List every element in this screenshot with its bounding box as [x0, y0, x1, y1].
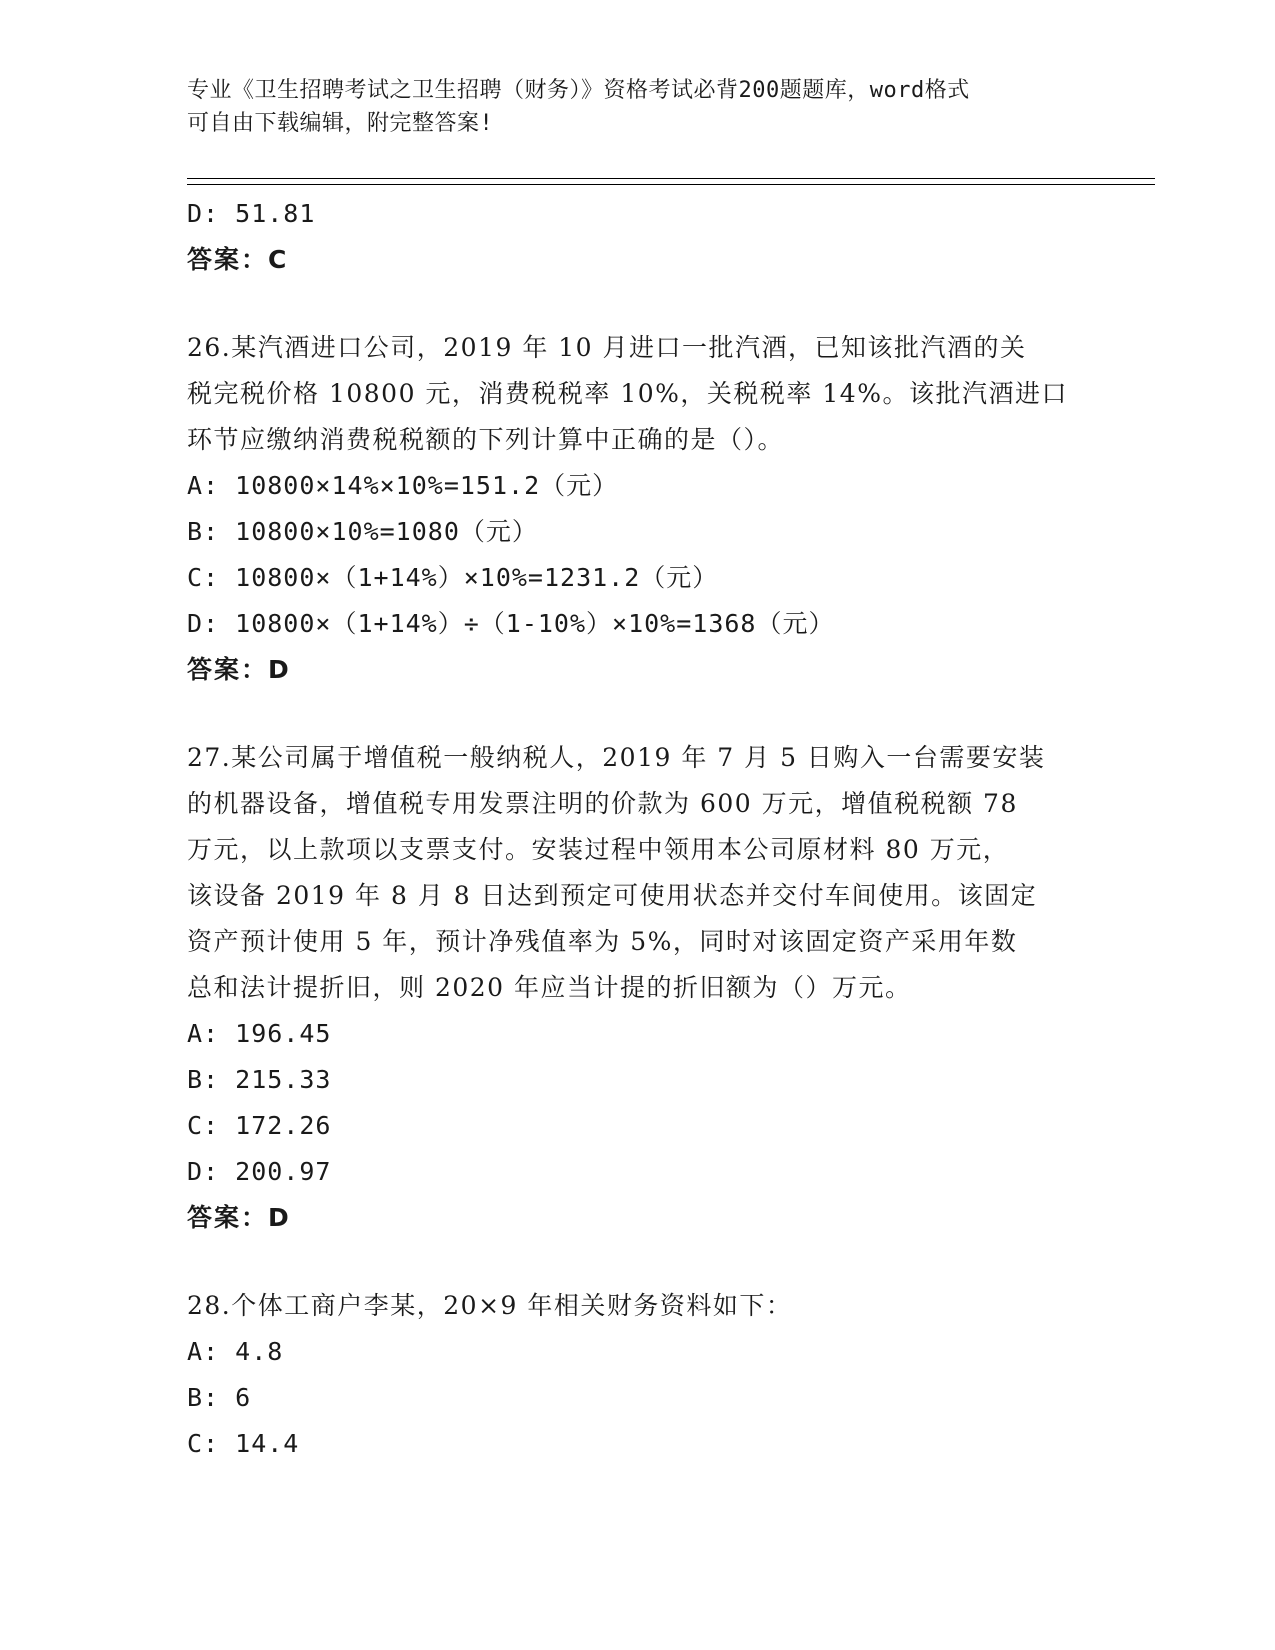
document-header	[187, 74, 1087, 140]
question-stem-line: 27.某公司属于增值税一般纳税人，2019 年 7 月 5 日购入一台需要安装	[187, 743, 1046, 772]
question-stem-line: 环节应缴纳消费税税额的下列计算中正确的是（）。	[187, 425, 785, 454]
question-stem-line: 万元，以上款项以支票支付。安装过程中领用本公司原材料 80 万元，	[187, 835, 1010, 864]
option-a: A: 10800×14%×10%=151.2（元）	[187, 471, 619, 500]
option-d: D: 200.97	[187, 1157, 332, 1186]
option-d: D: 10800×（1+14%）÷（1-10%）×10%=1368（元）	[187, 609, 835, 638]
question-28	[187, 1283, 1087, 1467]
answer-line: 答案：D	[187, 1203, 291, 1232]
question-stem-line: 该设备 2019 年 8 月 8 日达到预定可使用状态并交付车间使用。该固定	[187, 881, 1038, 910]
option-a: A: 196.45	[187, 1019, 332, 1048]
answer-line: 答案：C	[187, 245, 289, 274]
question-stem-line: 总和法计提折旧，则 2020 年应当计提的折旧额为（）万元。	[187, 973, 912, 1002]
question-25-tail	[187, 191, 1087, 283]
question-27	[187, 735, 1087, 1241]
question-stem-line: 的机器设备，增值税专用发票注明的价款为 600 万元，增值税税额 78	[187, 789, 1018, 818]
question-stem-line: 26.某汽酒进口公司，2019 年 10 月进口一批汽酒，已知该批汽酒的关	[187, 333, 1027, 362]
option-b: B: 215.33	[187, 1065, 332, 1094]
option-b: B: 6	[187, 1383, 252, 1412]
header-title-line-2: 可自由下载编辑，附完整答案!	[187, 111, 494, 136]
answer-line: 答案：D	[187, 655, 291, 684]
option-c: C: 172.26	[187, 1111, 332, 1140]
header-title-line-1: 专业《卫生招聘考试之卫生招聘（财务）》资格考试必背200题题库，word格式	[187, 78, 970, 103]
option-c: C: 14.4	[187, 1429, 300, 1458]
option-d: D: 51.81	[187, 199, 316, 228]
option-c: C: 10800×（1+14%）×10%=1231.2（元）	[187, 563, 719, 592]
question-26	[187, 325, 1087, 693]
option-b: B: 10800×10%=1080（元）	[187, 517, 538, 546]
question-stem-line: 税完税价格 10800 元，消费税税率 10%，关税税率 14%。该批汽酒进口	[187, 379, 1068, 408]
header-rule-top	[187, 178, 1155, 179]
option-a: A: 4.8	[187, 1337, 284, 1366]
question-list	[187, 191, 1087, 1467]
question-stem-line: 资产预计使用 5 年，预计净残值率为 5%，同时对该固定资产采用年数	[187, 927, 1018, 956]
question-stem-line: 28.个体工商户李某，20×9 年相关财务资料如下：	[187, 1291, 793, 1320]
header-rule-bottom	[187, 184, 1155, 185]
